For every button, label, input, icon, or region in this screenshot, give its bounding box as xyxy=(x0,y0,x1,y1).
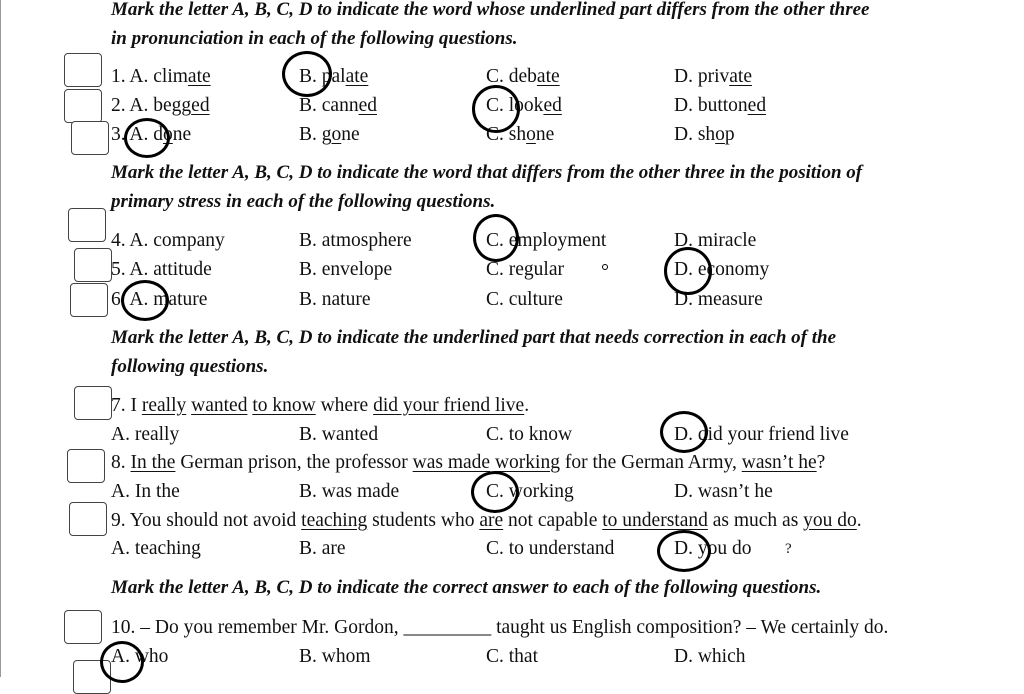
q8-sentence: 8. In the German prison, the professor was made working for the German Army, wasn’t he? xyxy=(111,452,826,473)
q10-option-d: D. which xyxy=(674,646,746,667)
answer-box-1[interactable] xyxy=(64,53,102,87)
answer-circle-q3-a xyxy=(124,118,170,158)
q2-option-b: B. canned xyxy=(299,95,377,116)
stray-dot-mark xyxy=(602,264,608,270)
q2-option-d: D. buttoned xyxy=(674,95,767,116)
q4-option-c: C. employment xyxy=(486,230,607,251)
answer-box-9[interactable] xyxy=(69,502,107,536)
answer-circle-q7-d xyxy=(660,411,708,453)
answer-circle-q2-c xyxy=(472,85,520,133)
q3-option-b: B. gone xyxy=(299,124,360,145)
q2-option-a: 2. A. begged xyxy=(111,95,210,116)
q4-option-d: D. miracle xyxy=(674,230,757,251)
q8-option-b: B. was made xyxy=(299,481,400,502)
answer-circle-q8-c xyxy=(471,471,519,513)
q7-sentence: 7. I really wanted to know where did your friend live. xyxy=(111,395,530,416)
q5-option-b: B. envelope xyxy=(299,259,393,280)
q8-option-d: D. wasn’t he xyxy=(674,481,773,502)
q9-option-d: D. you do xyxy=(674,538,752,559)
instruction-correction-line2: following questions. xyxy=(111,356,269,377)
q1-option-d: D. private xyxy=(674,66,752,87)
answer-box-3[interactable] xyxy=(71,121,109,155)
q7-option-c: C. to know xyxy=(486,424,573,445)
q3-option-d: D. shop xyxy=(674,124,735,145)
q2-option-c: C. looked xyxy=(486,95,562,116)
q9-question-mark: ? xyxy=(785,541,792,557)
q10-sentence: 10. – Do you remember Mr. Gordon, _________ taught us English composition? – We certainly do. xyxy=(111,617,889,638)
q7-option-a: A. really xyxy=(111,424,180,445)
q3-option-c: C. shone xyxy=(486,124,555,145)
q7-option-b: B. wanted xyxy=(299,424,379,445)
q9-option-c: C. to understand xyxy=(486,538,615,559)
q6-option-d: D. measure xyxy=(674,289,763,310)
q9-sentence: 9. You should not avoid teaching students who are not capable to understand as much as you do. xyxy=(111,510,862,531)
q1-option-a: 1. A. climate xyxy=(111,66,211,87)
q9-option-b: B. are xyxy=(299,538,346,559)
instruction-correct-answer: Mark the letter A, B, C, D to indicate the correct answer to each of the following questions. xyxy=(111,577,822,598)
q10-option-c: C. that xyxy=(486,646,538,667)
q5-option-c: C. regular xyxy=(486,259,564,280)
q1-option-b: B. palate xyxy=(299,66,369,87)
q5-option-a: 5. A. attitude xyxy=(111,259,212,280)
instruction-stress-line1: Mark the letter A, B, C, D to indicate the word that differs from the other three in the position of xyxy=(111,162,863,183)
answer-box-7[interactable] xyxy=(74,386,112,420)
answer-box-6[interactable] xyxy=(70,283,108,317)
answer-circle-q1-b xyxy=(282,51,332,97)
q6-option-b: B. nature xyxy=(299,289,371,310)
instruction-correction-line1: Mark the letter A, B, C, D to indicate the underlined part that needs correction in each of the xyxy=(111,327,837,348)
q5-option-d: D. economy xyxy=(674,259,770,280)
instruction-pronunciation-line1: Mark the letter A, B, C, D to indicate the word whose underlined part differs from the other three xyxy=(111,0,870,20)
q6-option-a: 6. A. mature xyxy=(111,289,208,310)
q7-option-d: D. did your friend live xyxy=(674,424,849,445)
q8-option-c: C. working xyxy=(486,481,574,502)
answer-box-4[interactable] xyxy=(68,208,106,242)
instruction-pronunciation-line2: in pronunciation in each of the following questions. xyxy=(111,28,518,49)
answer-box-5[interactable] xyxy=(74,248,112,282)
answer-box-8[interactable] xyxy=(67,449,105,483)
q4-option-a: 4. A. company xyxy=(111,230,225,251)
answer-circle-q9-d xyxy=(657,530,711,572)
q6-option-c: C. culture xyxy=(486,289,563,310)
answer-circle-q5-d xyxy=(664,247,712,295)
q9-option-a: A. teaching xyxy=(111,538,201,559)
q10-option-a: A. who xyxy=(111,646,169,667)
answer-circle-q6-a xyxy=(121,280,169,321)
q10-option-b: B. whom xyxy=(299,646,371,667)
q3-option-a: 3. A. done xyxy=(111,124,192,145)
instruction-stress-line2: primary stress in each of the following questions. xyxy=(111,191,496,212)
q1-option-c: C. debate xyxy=(486,66,560,87)
q4-option-b: B. atmosphere xyxy=(299,230,412,251)
answer-box-10[interactable] xyxy=(64,610,102,644)
answer-circle-q4-c xyxy=(473,214,519,262)
answer-box-2[interactable] xyxy=(64,89,102,123)
q8-option-a: A. In the xyxy=(111,481,180,502)
left-page-edge xyxy=(0,0,1,677)
